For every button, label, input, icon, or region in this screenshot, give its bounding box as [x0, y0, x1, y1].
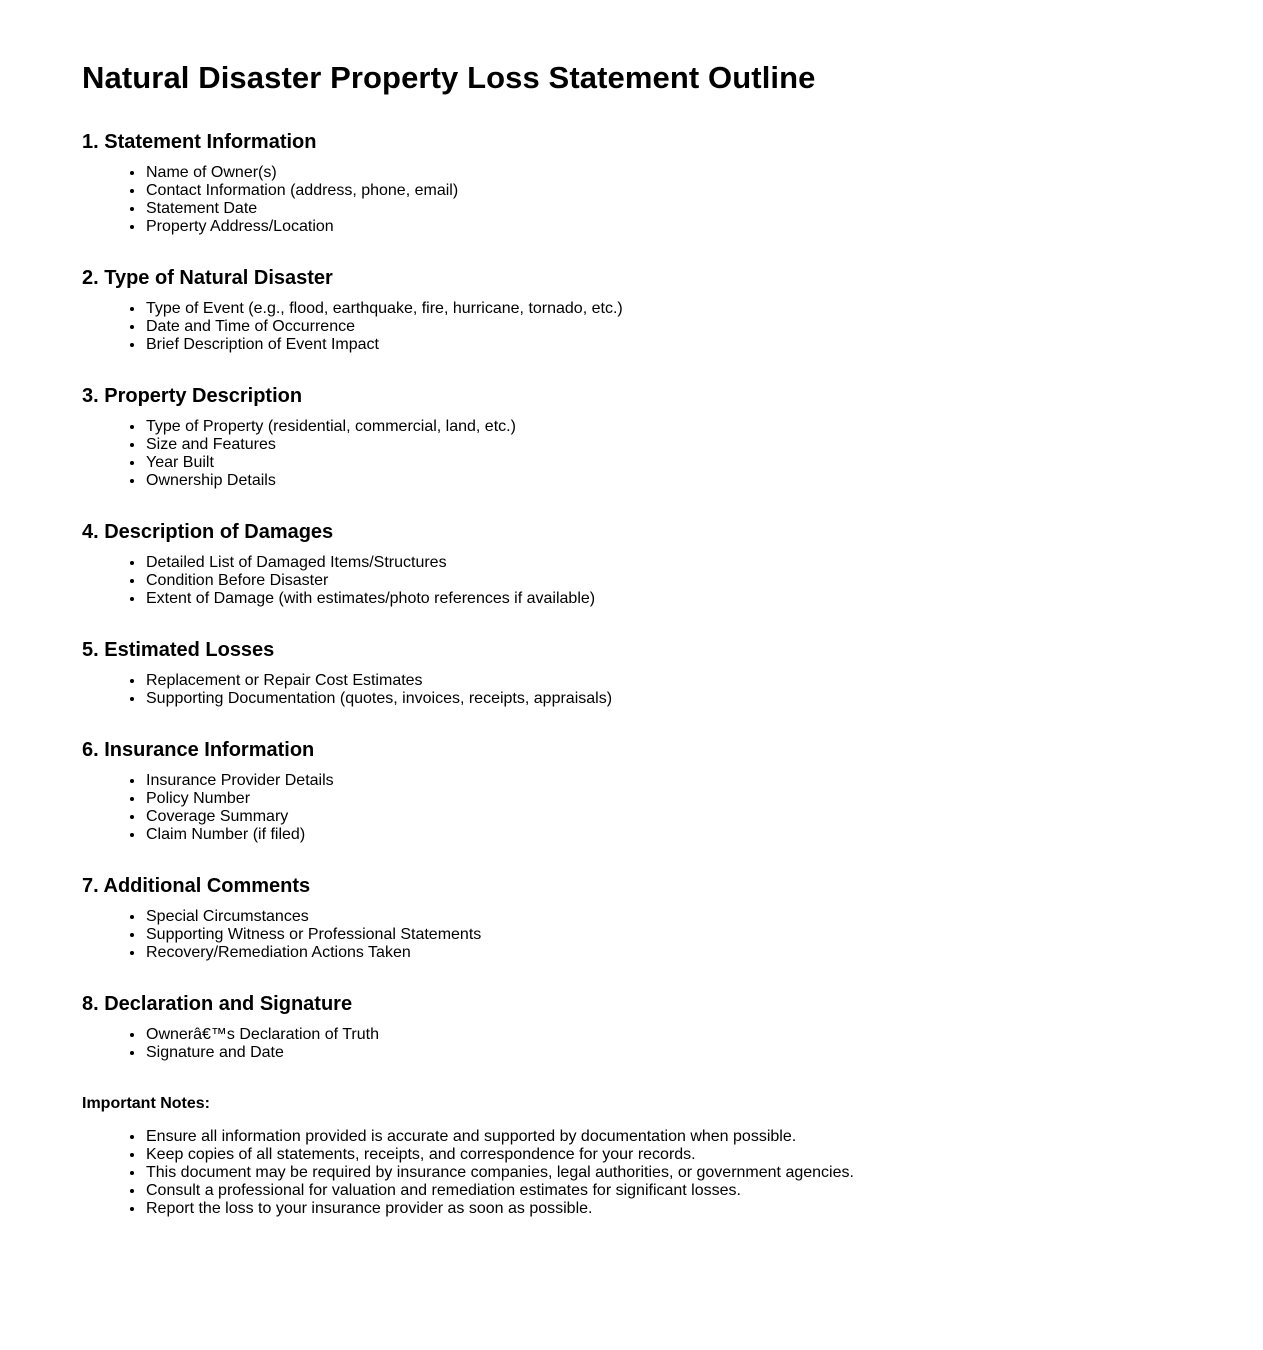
- list-item: • Property Address/Location: [145, 218, 1232, 236]
- list-item: • Insurance Provider Details: [145, 772, 1232, 790]
- list-item: • Claim Number (if filed): [145, 826, 1232, 844]
- section-heading: 6. Insurance Information: [82, 739, 315, 761]
- list-item: • Statement Date: [145, 200, 1232, 218]
- section-property-description: [82, 382, 1232, 490]
- section-list: [82, 164, 1232, 236]
- section-list: [82, 554, 1232, 608]
- document-title: Natural Disaster Property Loss Statement Outline: [82, 60, 816, 95]
- notes-list: [82, 1128, 1232, 1218]
- section-list: [82, 772, 1232, 844]
- section-list: [82, 908, 1232, 962]
- list-item: • Report the loss to your insurance provider as soon as possible.: [145, 1200, 1232, 1218]
- list-item: • Policy Number: [145, 790, 1232, 808]
- list-item: • Keep copies of all statements, receipts, and correspondence for your records.: [145, 1146, 1232, 1164]
- list-item: • Supporting Witness or Professional Statements: [145, 926, 1232, 944]
- section-description-of-damages: [82, 518, 1232, 608]
- section-heading: 3. Property Description: [82, 385, 303, 407]
- list-item: • Condition Before Disaster: [145, 572, 1232, 590]
- section-heading: 7. Additional Comments: [82, 875, 311, 897]
- list-item: • Date and Time of Occurrence: [145, 318, 1232, 336]
- section-heading: 2. Type of Natural Disaster: [82, 267, 333, 289]
- section-type-of-natural-disaster: [82, 264, 1232, 354]
- section-list: [82, 1026, 1232, 1062]
- list-item: • Recovery/Remediation Actions Taken: [145, 944, 1232, 962]
- list-item: • Type of Event (e.g., flood, earthquake, fire, hurricane, tornado, etc.): [145, 300, 1232, 318]
- list-item: • Consult a professional for valuation and remediation estimates for significant losses.: [145, 1182, 1232, 1200]
- list-item: • Ensure all information provided is accurate and supported by documentation when possible.: [145, 1128, 1232, 1146]
- list-item: • Contact Information (address, phone, email): [145, 182, 1232, 200]
- list-item: • Size and Features: [145, 436, 1232, 454]
- section-heading: 4. Description of Damages: [82, 521, 334, 543]
- section-list: [82, 672, 1232, 708]
- section-estimated-losses: [82, 636, 1232, 708]
- section-heading: 8. Declaration and Signature: [82, 993, 353, 1015]
- list-item: • Replacement or Repair Cost Estimates: [145, 672, 1232, 690]
- list-item: • Type of Property (residential, commercial, land, etc.): [145, 418, 1232, 436]
- section-declaration-and-signature: [82, 990, 1232, 1062]
- list-item: • This document may be required by insurance companies, legal authorities, or government agencies.: [145, 1164, 1232, 1182]
- notes-heading: Important Notes:: [82, 1095, 210, 1112]
- section-insurance-information: [82, 736, 1232, 844]
- important-notes: [82, 1093, 1232, 1218]
- list-item: • Extent of Damage (with estimates/photo references if available): [145, 590, 1232, 608]
- list-item: • Ownerâ€™s Declaration of Truth: [145, 1026, 1232, 1044]
- section-additional-comments: [82, 872, 1232, 962]
- section-list: [82, 418, 1232, 490]
- section-heading: 5. Estimated Losses: [82, 639, 275, 661]
- list-item: • Signature and Date: [145, 1044, 1232, 1062]
- list-item: • Supporting Documentation (quotes, invoices, receipts, appraisals): [145, 690, 1232, 708]
- list-item: • Brief Description of Event Impact: [145, 336, 1232, 354]
- section-heading: 1. Statement Information: [82, 131, 317, 153]
- list-item: • Ownership Details: [145, 472, 1232, 490]
- document-page: [82, 56, 1232, 1218]
- list-item: • Year Built: [145, 454, 1232, 472]
- list-item: • Special Circumstances: [145, 908, 1232, 926]
- section-statement-information: [82, 128, 1232, 236]
- list-item: • Detailed List of Damaged Items/Structures: [145, 554, 1232, 572]
- list-item: • Name of Owner(s): [145, 164, 1232, 182]
- section-list: [82, 300, 1232, 354]
- list-item: • Coverage Summary: [145, 808, 1232, 826]
